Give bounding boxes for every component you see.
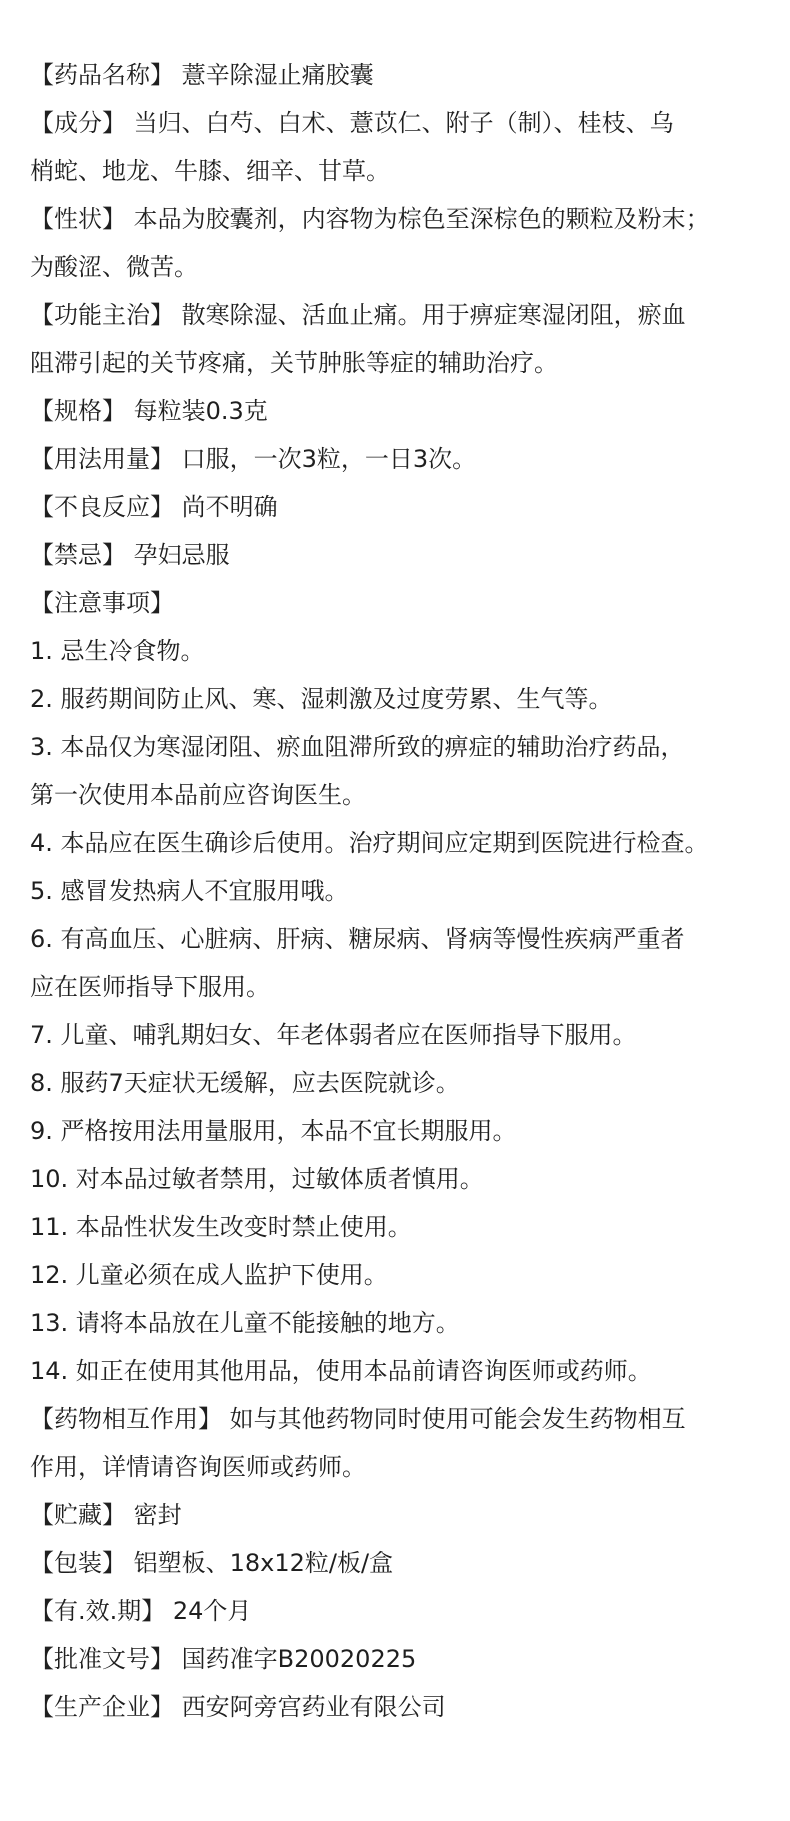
text-line-precaution-3: 3. 本品仅为寒湿闭阻、瘀血阻滞所致的痹症的辅助治疗药品， <box>30 733 685 761</box>
text-line-dosage: 【用法用量】 口服，一次3粒，一日3次。 <box>30 445 477 473</box>
text-line-indications-cont: 阻滞引起的关节疼痛，关节肿胀等症的辅助治疗。 <box>30 349 558 377</box>
text-line-packaging: 【包装】 铝塑板、18x12粒/板/盒 <box>30 1549 394 1577</box>
text-line-precautions-heading: 【注意事项】 <box>30 589 174 617</box>
text-line-adverse-reactions: 【不良反应】 尚不明确 <box>30 493 278 521</box>
text-line-precaution-12: 12. 儿童必须在成人监护下使用。 <box>30 1261 388 1289</box>
text-line-precaution-9: 9. 严格按用法用量服用，本品不宜长期服用。 <box>30 1117 517 1145</box>
text-line-precaution-8: 8. 服药7天症状无缓解，应去医院就诊。 <box>30 1069 460 1097</box>
text-line-precaution-3-cont: 第一次使用本品前应咨询医生。 <box>30 781 366 809</box>
text-line-precaution-14: 14. 如正在使用其他用品，使用本品前请咨询医师或药师。 <box>30 1357 652 1385</box>
text-line-precaution-7: 7. 儿童、哺乳期妇女、年老体弱者应在医师指导下服用。 <box>30 1021 637 1049</box>
text-line-description: 【性状】 本品为胶囊剂，内容物为棕色至深棕色的颗粒及粉末； <box>30 205 710 233</box>
text-line-approval-number: 【批准文号】 国药准字B20020225 <box>30 1645 417 1673</box>
text-line-precaution-6: 6. 有高血压、心脏病、肝病、糖尿病、肾病等慢性疾病严重者 <box>30 925 685 953</box>
text-line-drug-interactions: 【药物相互作用】 如与其他药物同时使用可能会发生药物相互 <box>30 1405 686 1433</box>
text-line-drug-name: 【药品名称】 薏辛除湿止痛胶囊 <box>30 61 374 89</box>
text-line-drug-interactions-cont: 作用，详情请咨询医师或药师。 <box>30 1453 366 1481</box>
text-line-precaution-1: 1. 忌生冷食物。 <box>30 637 205 665</box>
text-line-expiry: 【有.效.期】 24个月 <box>30 1597 252 1625</box>
text-line-indications: 【功能主治】 散寒除湿、活血止痛。用于痹症寒湿闭阻，瘀血 <box>30 301 686 329</box>
text-line-precaution-6-cont: 应在医师指导下服用。 <box>30 973 270 1001</box>
text-line-precaution-13: 13. 请将本品放在儿童不能接触的地方。 <box>30 1309 460 1337</box>
text-line-precaution-2: 2. 服药期间防止风、寒、湿刺激及过度劳累、生气等。 <box>30 685 613 713</box>
text-line-precaution-4: 4. 本品应在医生确诊后使用。治疗期间应定期到医院进行检查。 <box>30 829 709 857</box>
text-line-description-cont: 为酸涩、微苦。 <box>30 253 198 281</box>
text-line-storage: 【贮藏】 密封 <box>30 1501 182 1529</box>
text-line-manufacturer: 【生产企业】 西安阿旁宫药业有限公司 <box>30 1693 446 1721</box>
text-line-contraindications: 【禁忌】 孕妇忌服 <box>30 541 230 569</box>
text-line-precaution-11: 11. 本品性状发生改变时禁止使用。 <box>30 1213 412 1241</box>
text-line-precaution-5: 5. 感冒发热病人不宜服用哦。 <box>30 877 349 905</box>
text-line-ingredients: 【成分】 当归、白芍、白术、薏苡仁、附子（制）、桂枝、乌 <box>30 109 674 137</box>
text-line-specification: 【规格】 每粒装0.3克 <box>30 397 268 425</box>
text-line-ingredients-cont: 梢蛇、地龙、牛膝、细辛、甘草。 <box>30 157 390 185</box>
text-line-precaution-10: 10. 对本品过敏者禁用，过敏体质者慎用。 <box>30 1165 484 1193</box>
